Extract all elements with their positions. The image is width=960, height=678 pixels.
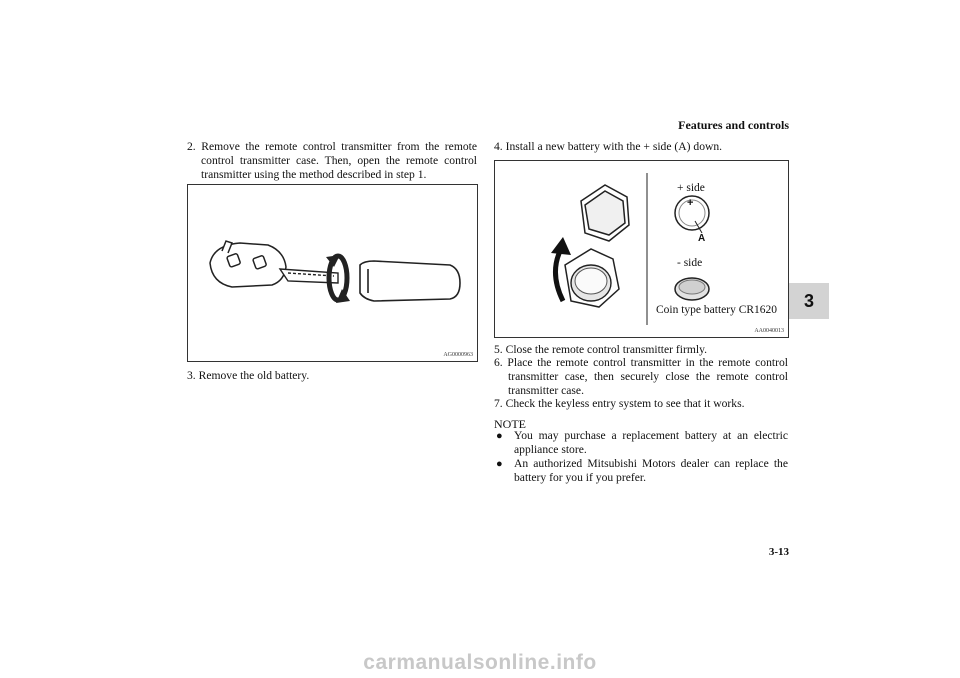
step-3 <box>187 369 477 383</box>
plus-side-label: + side <box>677 182 705 194</box>
watermark: carmanualsonline.info <box>363 651 597 674</box>
step-4 <box>494 140 788 154</box>
step-6-text: 6. Place the remote control transmitter in the remote control transmitter case, then securely close the remote control transmitter case. <box>494 356 788 397</box>
note-item <box>496 429 788 457</box>
note-title: NOTE <box>494 417 526 431</box>
note-item-text: You may purchase a replacement battery at an electric appliance store. <box>514 429 788 456</box>
figure-remove-transmitter <box>187 184 478 362</box>
note-list <box>496 429 788 485</box>
step-7 <box>494 397 788 411</box>
step-2 <box>187 140 477 182</box>
step-6 <box>494 356 788 398</box>
section-header: Features and controls <box>678 118 789 132</box>
note-item-text: An authorized Mitsubishi Motors dealer can replace the battery for you if you prefer. <box>514 457 788 484</box>
step-7-text: 7. Check the keyless entry system to see that it works. <box>494 397 745 410</box>
note-item <box>496 457 788 485</box>
step-5 <box>494 343 788 357</box>
chapter-tab: 3 <box>789 283 829 319</box>
marker-a: A <box>698 233 706 244</box>
bullet-icon: ● <box>496 430 503 442</box>
page-number: 3-13 <box>768 546 789 558</box>
bullet-icon: ● <box>496 458 503 470</box>
figure-install-battery <box>494 160 789 338</box>
figure-code: AA0040013 <box>754 328 784 334</box>
battery-type-label: Coin type battery CR1620 <box>656 304 778 316</box>
figure-code: AG0000963 <box>443 352 473 358</box>
step-4-text: 4. Install a new battery with the + side (A) down. <box>494 140 723 153</box>
plus-sign: + <box>687 197 694 209</box>
screwdriver-illustration <box>188 185 477 361</box>
step-2-text: 2. Remove the remote control transmitter from the remote control transmitter case. Then, open the remote control transmitter using the method described in step 1. <box>187 140 477 181</box>
step-3-text: 3. Remove the old battery. <box>187 369 310 382</box>
minus-side-label: - side <box>677 257 703 269</box>
step-5-text: 5. Close the remote control transmitter firmly. <box>494 343 708 356</box>
